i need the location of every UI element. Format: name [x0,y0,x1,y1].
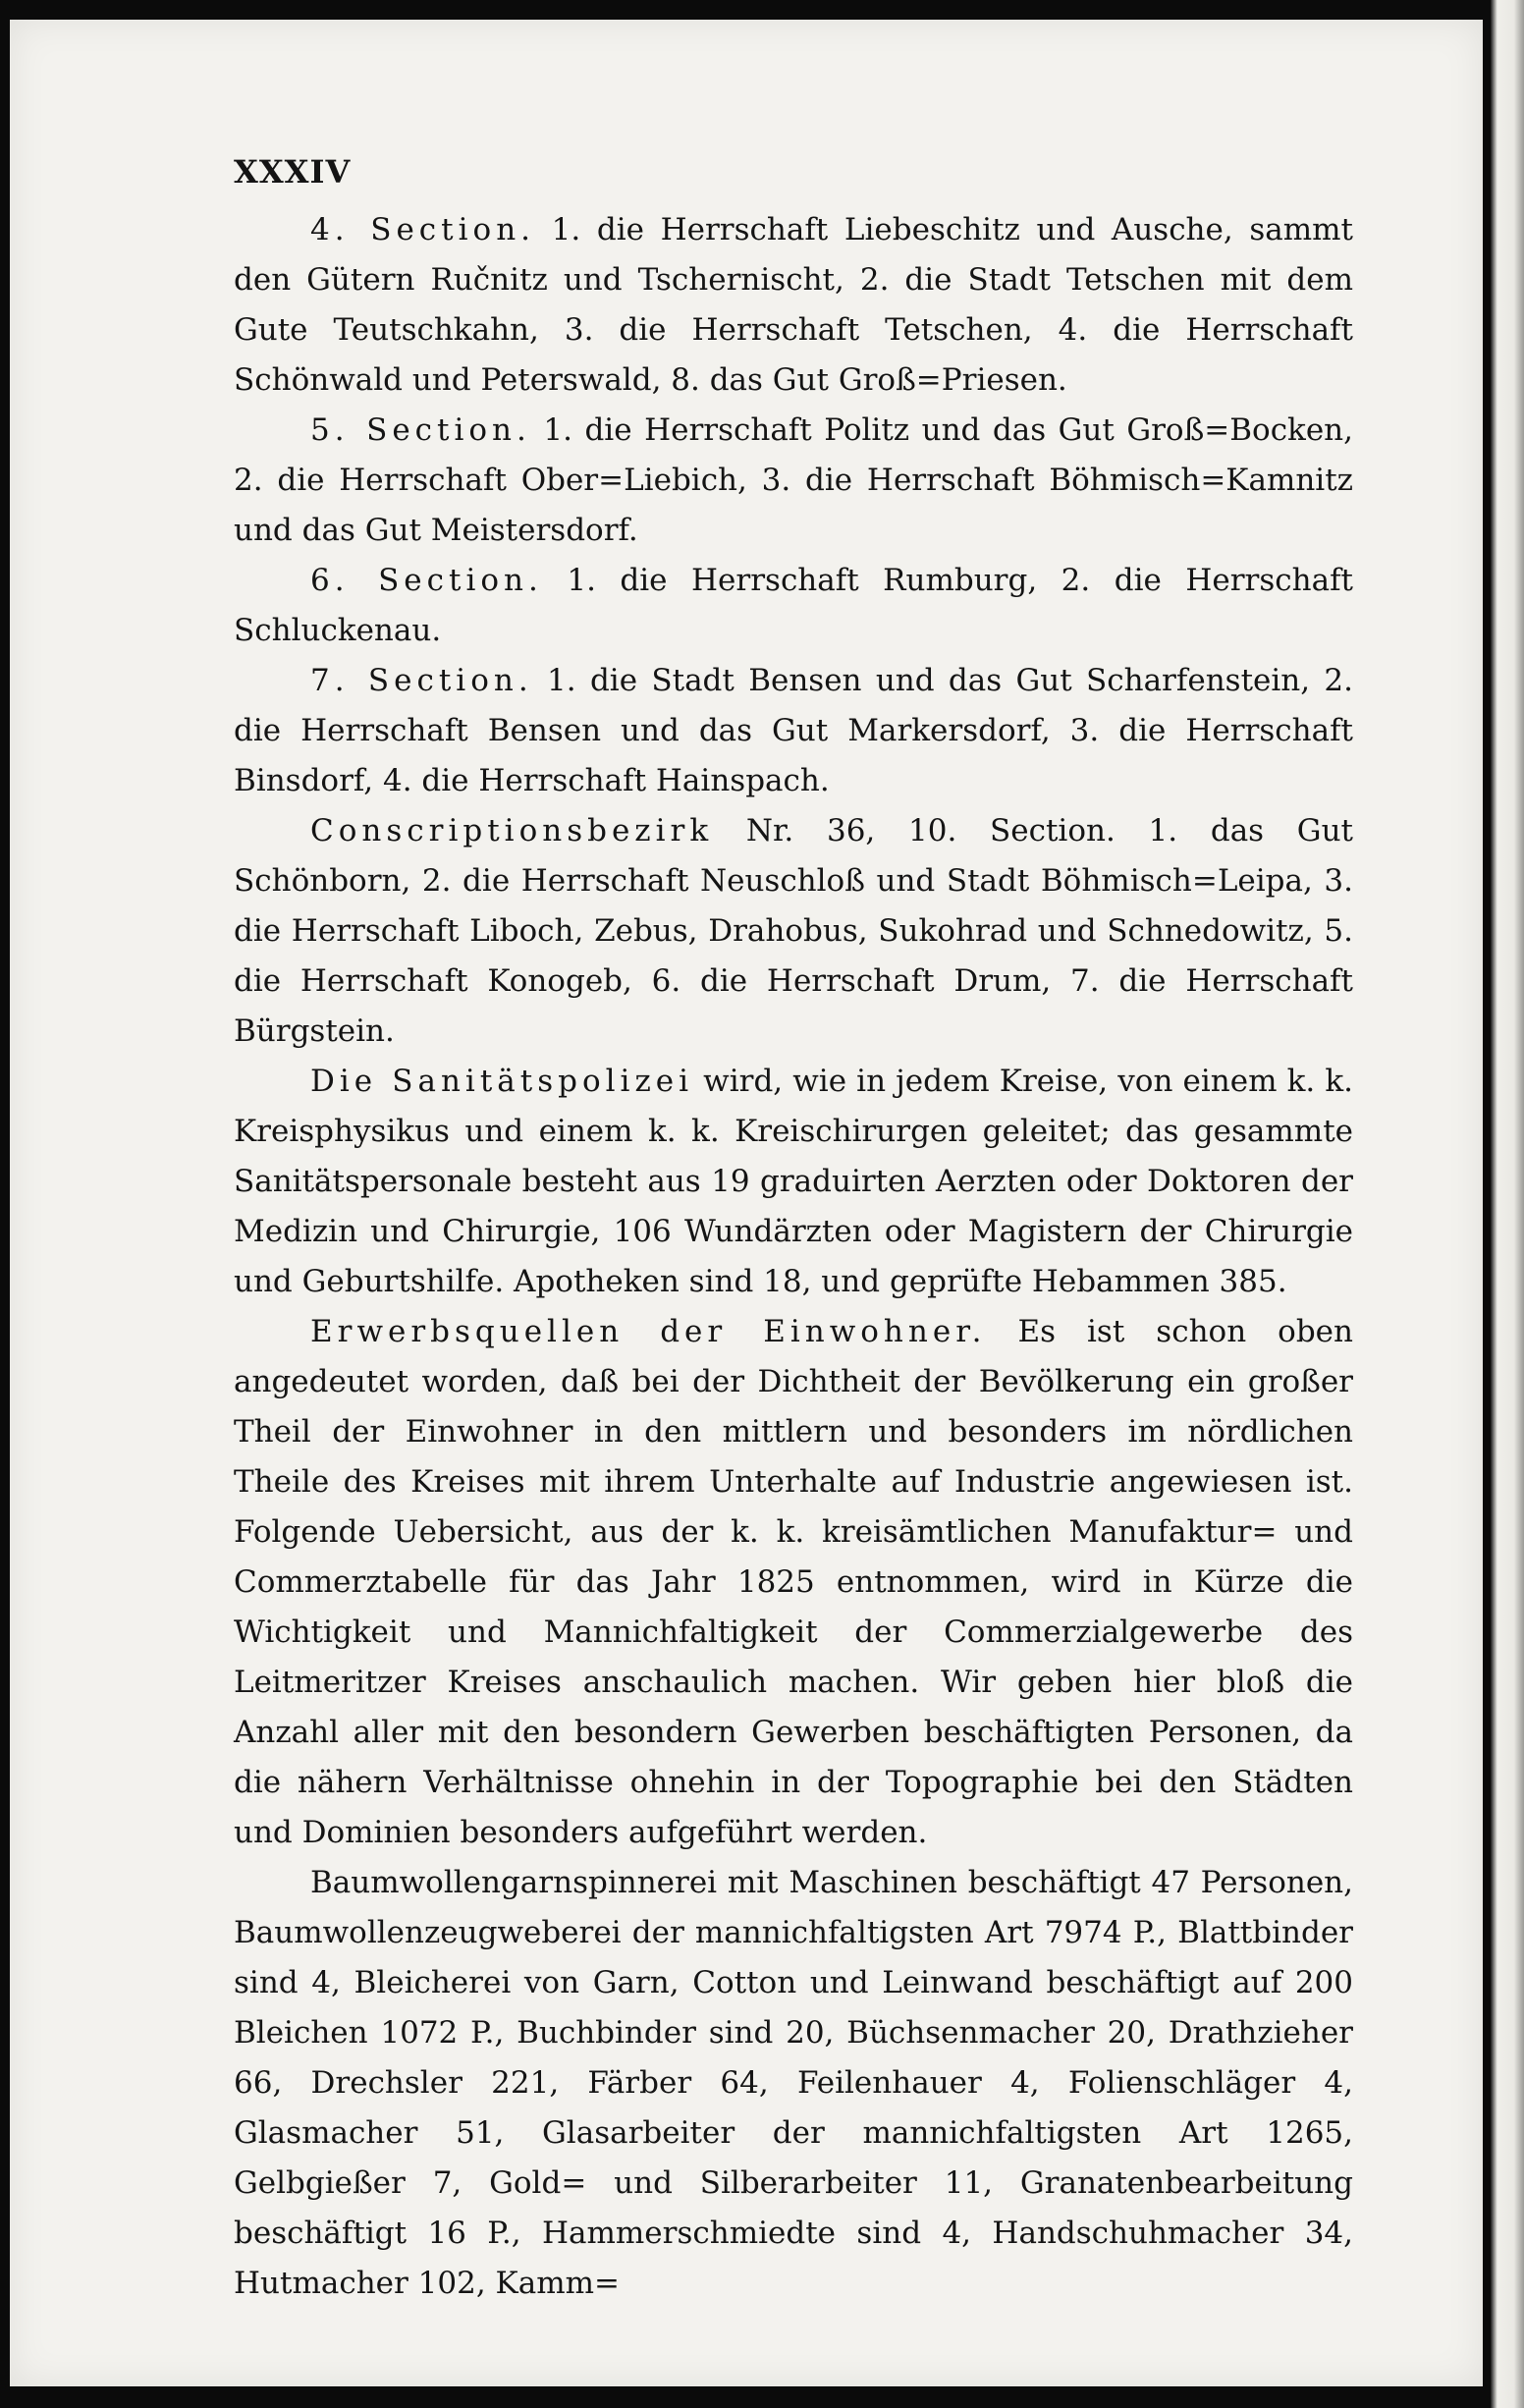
paragraph-section-6 [234,556,1353,656]
section-heading: Erwerbsquellen der Einwohner. [310,1314,987,1349]
section-heading: 4. Section. [310,212,536,247]
paragraph-gewerbe-list [234,1858,1353,2309]
paragraph-text: 1. die Herrschaft Politz und das Gut Groß=Bocken, 2. die Herrschaft Ober=Liebich, 3. die Herrschaft Böhmisch=Kamnitz und das Gut Meistersdorf. [234,412,1354,548]
paragraph-text: wird, wie in jedem Kreise, von einem k. k. Kreisphysikus und einem k. k. Kreischirurgen geleitet; das gesammte Sanitätspersonale besteht aus 19 graduirten Aerzten oder Doktoren der Medizin und Chirurgie, 106 Wundärzten oder Magistern der Chirurgie und Geburtshilfe. Apotheken sind 18, und geprüfte Hebammen 385. [234,1064,1353,1299]
paragraph-text: Es ist schon oben angedeutet worden, daß bei der Dichtheit der Bevölkerung ein großer Theil der Einwohner in den mittlern und besonders im nördlichen Theile des Kreises mit ihrem Unterhalte auf Industrie angewiesen ist. Folgende Uebersicht, aus der k. k. kreisämtlichen Manufaktur= und Commerztabelle für das Jahr 1825 entnommen, wird in Kürze die Wichtigkeit und Mannichfaltigkeit der Commerzialgewerbe des Leitmeritzer Kreises anschaulich machen. Wir geben hier bloß die Anzahl aller mit den besondern Gewerben beschäftigten Personen, da die nähern Verhältnisse ohnehin in der Topographie bei den Städten und Dominien besonders aufgeführt werden. [234,1314,1353,1850]
paragraph-section-5 [234,406,1353,556]
paragraph-text: Baumwollengarnspinnerei mit Maschinen beschäftigt 47 Personen, Baumwollenzeugweberei der mannichfaltigsten Art 7974 P., Blattbinder sind 4, Bleicherei von Garn, Cotton und Leinwand beschäftigt auf 200 Bleichen 1072 P., Buchbinder sind 20, Büchsenmacher 20, Drathzieher 66, Drechsler 221, Färber 64, Feilenhauer 4, Folienschläger 4, Glasmacher 51, Glasarbeiter der mannichfaltigsten Art 1265, Gelbgießer 7, Gold= und Silberarbeiter 11, Granatenbearbeitung beschäftigt 16 P., Hammerschmiedte sind 4, Handschuhmacher 34, Hutmacher 102, Kamm= [234,1865,1353,2301]
section-heading: Conscriptionsbezirk [310,813,714,848]
page-edge [1491,0,1524,2408]
paragraph-sanitaet [234,1057,1353,1307]
paragraph-section-4 [234,205,1353,406]
paragraph-section-7 [234,656,1353,806]
section-heading: 6. Section. [310,563,543,598]
section-heading: Die Sanitätspolizei [310,1064,694,1099]
page-number: XXXIV [234,153,352,191]
paragraph-text: 1. die Herrschaft Liebeschitz und Ausche, sammt den Gütern Ručnitz und Tschernischt, 2. die Stadt Tetschen mit dem Gute Teutschkahn, 3. die Herrschaft Tetschen, 4. die Herrschaft Schönwald und Peterswald, 8. das Gut Groß=Priesen. [234,212,1353,398]
paragraph-text: 1. die Herrschaft Rumburg, 2. die Herrschaft Schluckenau. [234,563,1354,648]
page-content [234,147,1353,2309]
section-heading: 7. Section. [310,663,533,698]
paragraph-text: 1. die Stadt Bensen und das Gut Scharfenstein, 2. die Herrschaft Bensen und das Gut Markersdorf, 3. die Herrschaft Binsdorf, 4. die Herrschaft Hainspach. [234,663,1354,798]
paragraph-conscription [234,806,1353,1057]
paragraph-text: Nr. 36, 10. Section. 1. das Gut Schönborn, 2. die Herrschaft Neuschloß und Stadt Böhmisch=Leipa, 3. die Herrschaft Liboch, Zebus, Drahobus, Sukohrad und Schnedowitz, 5. die Herrschaft Konogeb, 6. die Herrschaft Drum, 7. die Herrschaft Bürgstein. [234,813,1353,1049]
section-heading: 5. Section. [310,412,531,448]
paragraph-erwerbsquellen [234,1307,1353,1858]
